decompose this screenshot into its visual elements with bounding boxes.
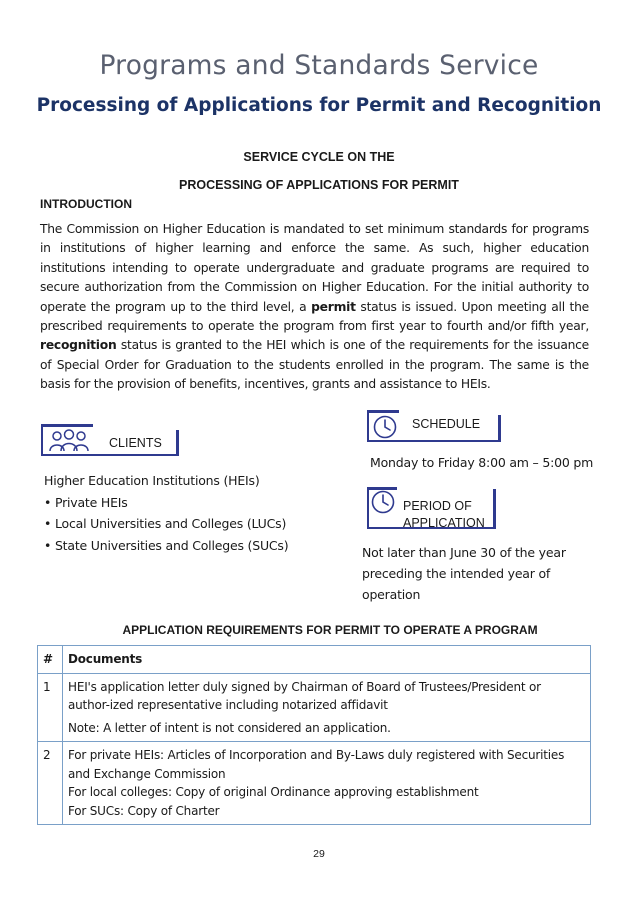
row-text: HEI's application letter duly signed by Chairman of Board of Trustees/President or author-ized representative including notarized affidavit [68,679,541,712]
row-text: For local colleges: Copy of original Ordinance approving establishment [68,785,479,799]
people-icon [49,428,89,452]
row-text: For SUCs: Copy of Charter [68,803,220,818]
list-item: • Local Universities and Colleges (LUCs) [44,516,287,532]
introduction-paragraph [40,220,589,395]
schedule-box-corner [498,415,501,442]
column-header-documents: Documents [63,646,591,674]
row-number: 1 [38,673,63,742]
clients-list [44,470,288,556]
requirements-title: APPLICATION REQUIREMENTS FOR PERMIT TO OPERATE A PROGRAM [122,623,538,637]
page-header-title: Programs and Standards Service [99,50,539,81]
row-text: For private HEIs: Articles of Incorporation and By-Laws duly registered with Securities and Exchange Commission [68,748,565,781]
row-documents [63,673,591,742]
list-item: • Private HEIs [44,494,128,510]
table-row [38,673,591,742]
schedule-text: Monday to Friday 8:00 am – 5:00 pm [370,455,594,470]
column-header-number: # [38,646,63,674]
clock-icon [370,489,396,515]
row-documents [63,742,591,825]
clients-box-corner [176,430,179,456]
period-text [362,542,566,605]
schedule-label: SCHEDULE [412,417,481,431]
intro-bold-recognition: recognition [40,338,117,353]
cycle-title-line2: PROCESSING OF APPLICATIONS FOR PERMIT [179,178,459,192]
intro-text-3: status is granted to the HEI which is one of the requirements for the issuance of Special Order for Graduation to the students enrolled in the program. The same is the basis for the provision of benefits, incentives, grants and assistance to HEIs. [40,338,589,392]
clock-icon [372,414,398,440]
row-number: 2 [38,742,63,825]
period-text-line: operation [362,587,421,602]
table-row [38,742,591,825]
clients-heading: Higher Education Institutions (HEIs) [44,473,260,488]
cycle-title-line1: SERVICE CYCLE ON THE [243,150,395,164]
intro-text-2: status is issued. Upon meeting all the prescribed requirements to operate the program from first year to fourth and/or fifth year, [40,299,589,334]
period-label-line1: PERIOD OF [403,499,472,513]
page-subtitle: Processing of Applications for Permit and Recognition [36,95,602,116]
period-label-line2: APPLICATION [403,516,485,530]
clients-box-topline [41,424,93,427]
row-note: Note: A letter of intent is not considered an application. [68,720,391,735]
page-number: 29 [313,848,325,860]
period-box-corner [493,489,496,529]
clients-label: CLIENTS [109,436,162,450]
requirements-table [37,645,591,825]
table-header-row [38,646,591,674]
period-label [403,498,485,532]
list-item: • State Universities and Colleges (SUCs) [44,537,289,553]
introduction-heading: INTRODUCTION [40,197,132,211]
intro-text-1: The Commission on Higher Education is mandated to set minimum standards for programs in institutions of higher learning and enforce the same. As such, higher education institutions intending to operate undergraduate and graduate programs are required to secure authorization from the Commission on Higher Education. For the initial authority to operate the program up to the third level, a [40,222,589,314]
period-text-line: preceding the intended year of [362,566,551,581]
period-text-line: Not later than June 30 of the year [362,545,566,560]
schedule-box-topline [367,410,399,413]
intro-bold-permit: permit [311,299,356,314]
